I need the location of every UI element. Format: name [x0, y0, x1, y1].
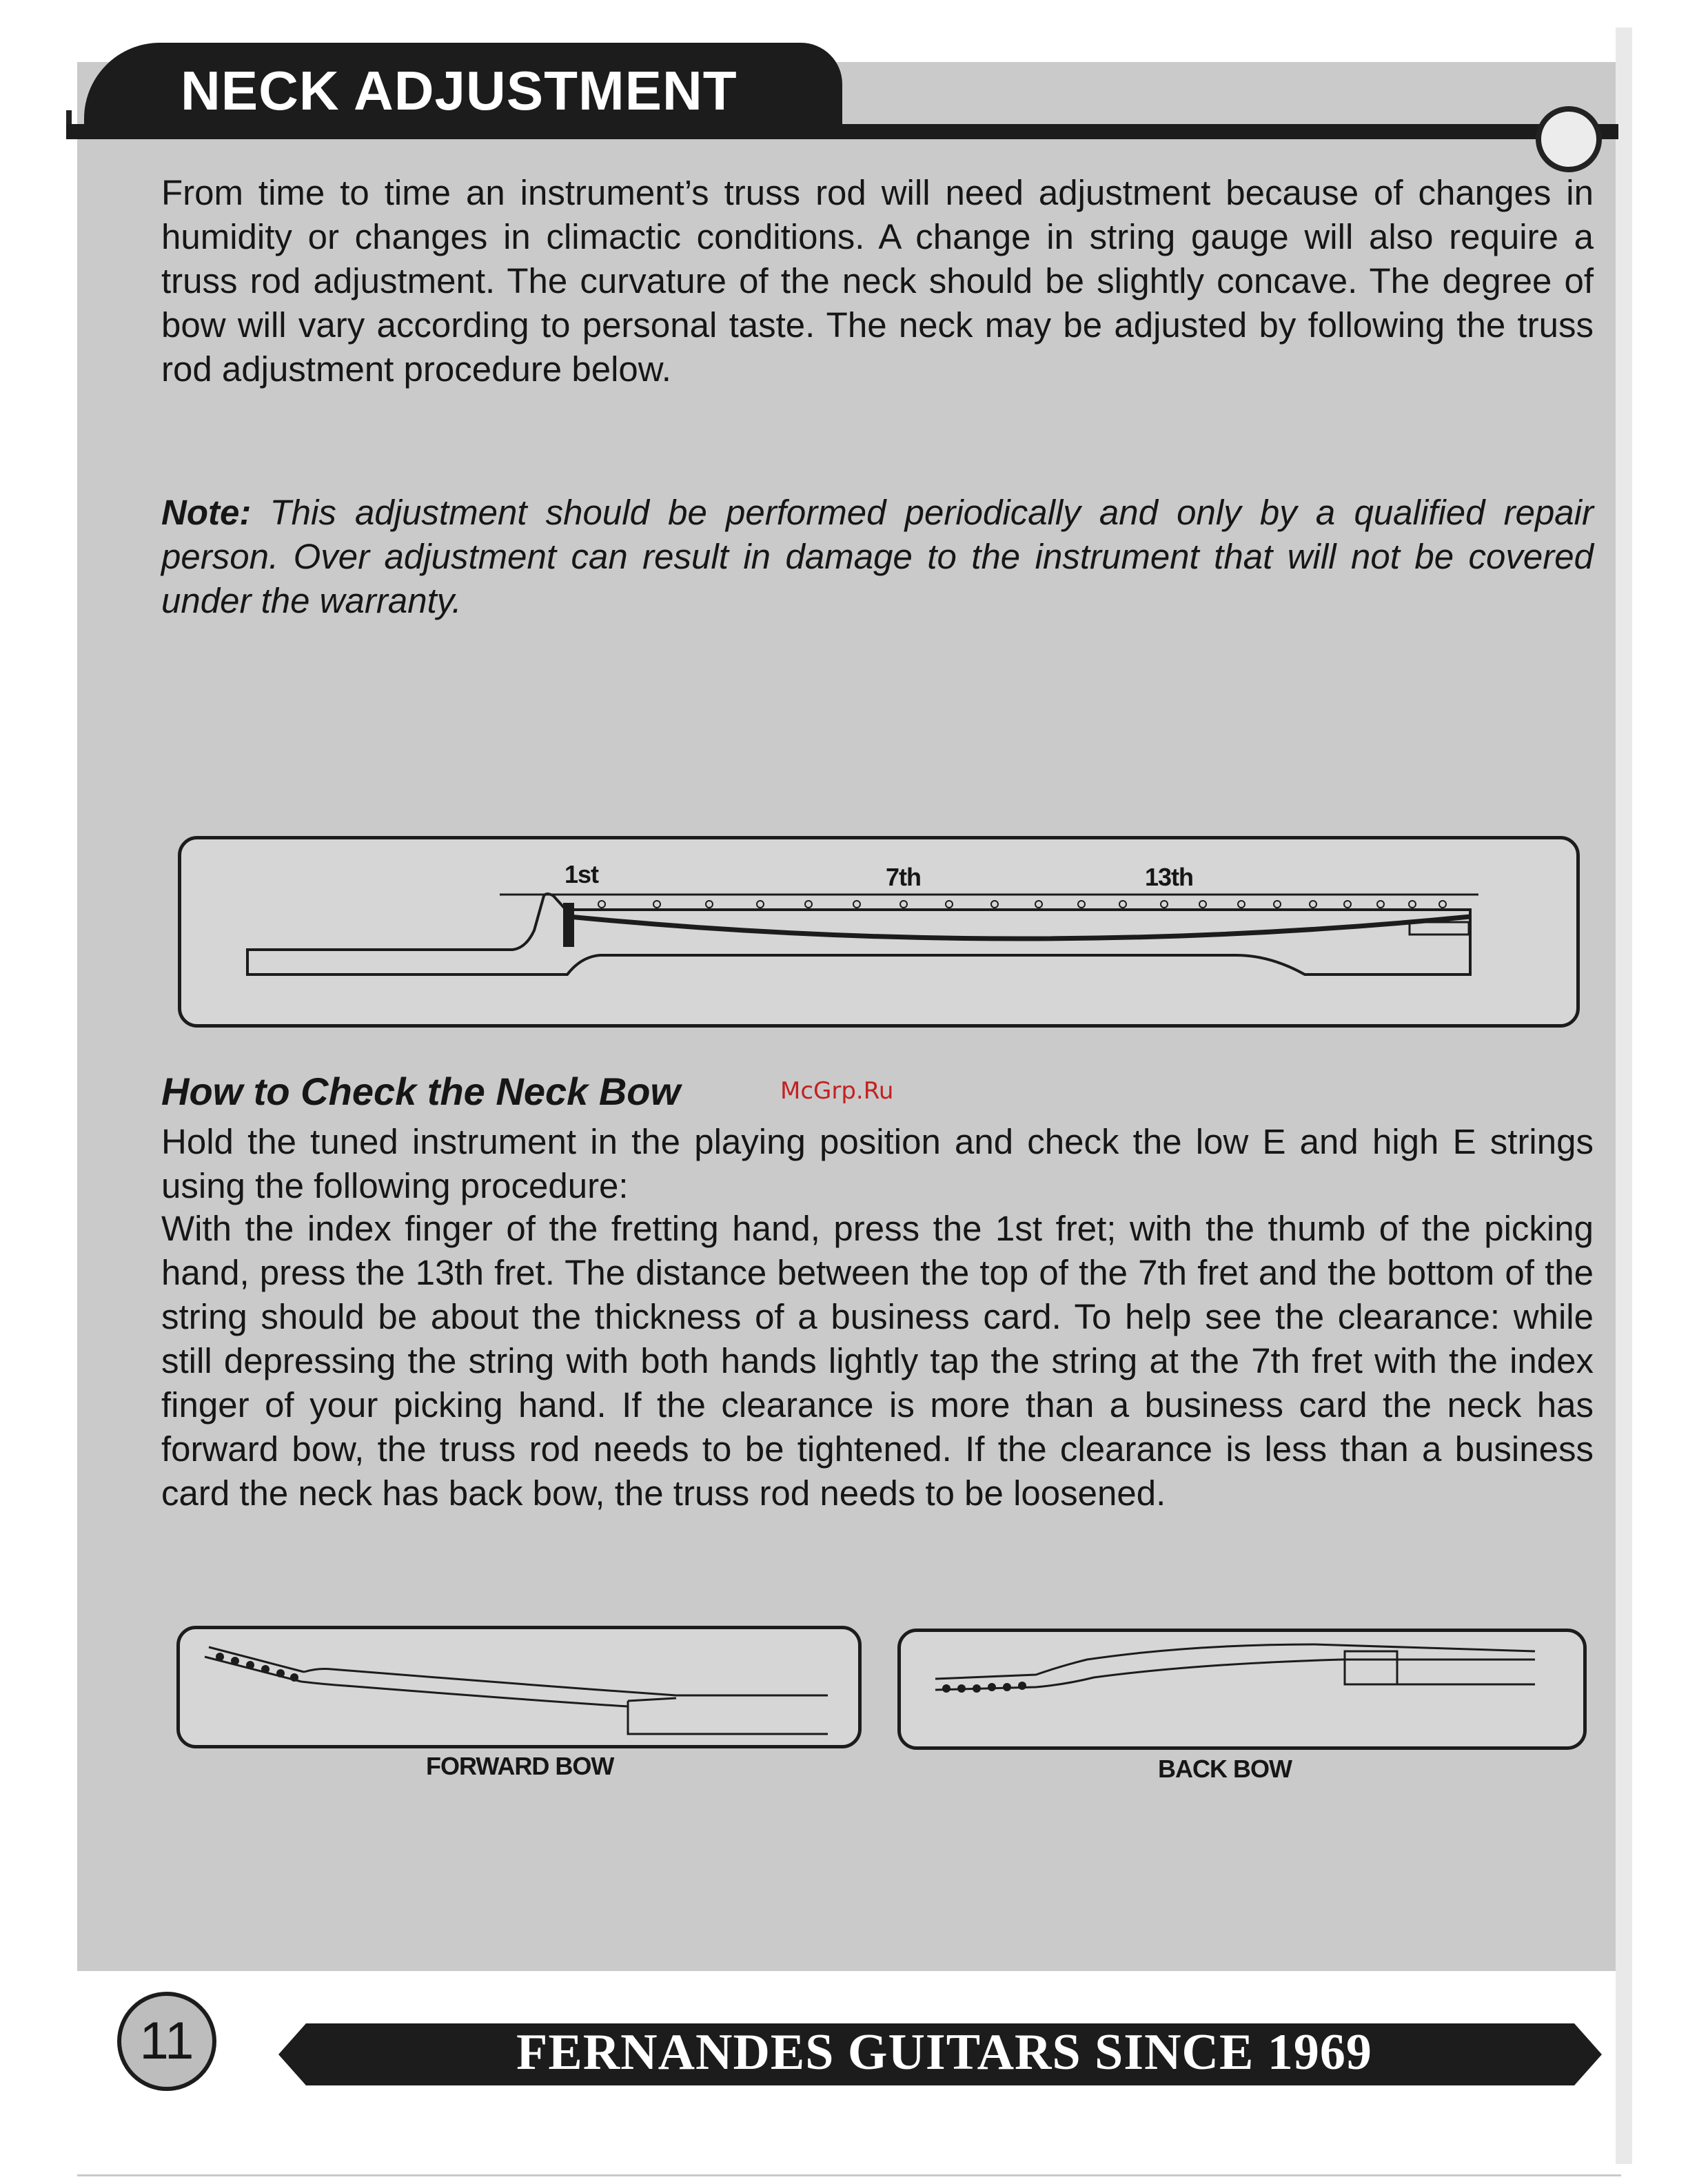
neck-diagram [178, 836, 1580, 1028]
neck-diagram-graphic [181, 839, 1576, 1024]
fret-label-1st: 1st [565, 860, 599, 888]
back-bow-diagram [897, 1629, 1587, 1750]
back-bow-label: BACK BOW [1158, 1755, 1292, 1783]
note-text: This adjustment should be performed periodically and only by a qualified repair person. Over adjustment can result in damage to the instrument that will not be covered under the warranty. [161, 493, 1594, 620]
binder-hole-icon [1536, 106, 1602, 172]
footer-brand: FERNANDES GUITARS SINCE 1969 [516, 2024, 1372, 2081]
page-edge-strip [1616, 28, 1632, 2164]
forward-bow-graphic [180, 1629, 858, 1745]
note-paragraph [161, 491, 1594, 623]
check-procedure: With the index finger of the fretting hand, press the 1st fret; with the thumb of the picking hand, press the 13th fret. The distance between the top of the 7th fret and the bottom of the string should be about the thickness of a business card. To help see the clearance: while still depressing the string with both hands lightly tap the string at the 7th fret with the index finger of your picking hand. If the clearance is more than a business card the neck has forward bow, the truss rod needs to be tightened. If the clearance is less than a business card the neck has back bow, the truss rod needs to be loosened. [161, 1209, 1594, 1513]
fret-label-13th: 13th [1145, 863, 1194, 891]
watermark: McGrp.Ru [780, 1077, 894, 1105]
fret-label-7th: 7th [886, 863, 921, 891]
section-title: NECK ADJUSTMENT [181, 60, 738, 121]
forward-bow-diagram [176, 1626, 862, 1748]
forward-bow-label: FORWARD BOW [426, 1752, 614, 1780]
intro-paragraph: From time to time an instrument’s truss rod will need adjustment because of changes in humidity or changes in climactic conditions. A change in string gauge will also require a truss rod adjustment. The curvature of the neck should be slightly concave. The degree of bow will vary according to personal taste. The neck may be adjusted by following the truss rod adjustment procedure below. [161, 173, 1594, 389]
bottom-rule [77, 2174, 1621, 2176]
check-heading: How to Check the Neck Bow [161, 1070, 681, 1113]
note-label: Note: [161, 493, 252, 532]
back-bow-graphic [901, 1632, 1583, 1746]
page-number: 11 [117, 1992, 216, 2091]
check-intro: Hold the tuned instrument in the playing position and check the low E and high E strings using the following procedure: [161, 1122, 1594, 1205]
